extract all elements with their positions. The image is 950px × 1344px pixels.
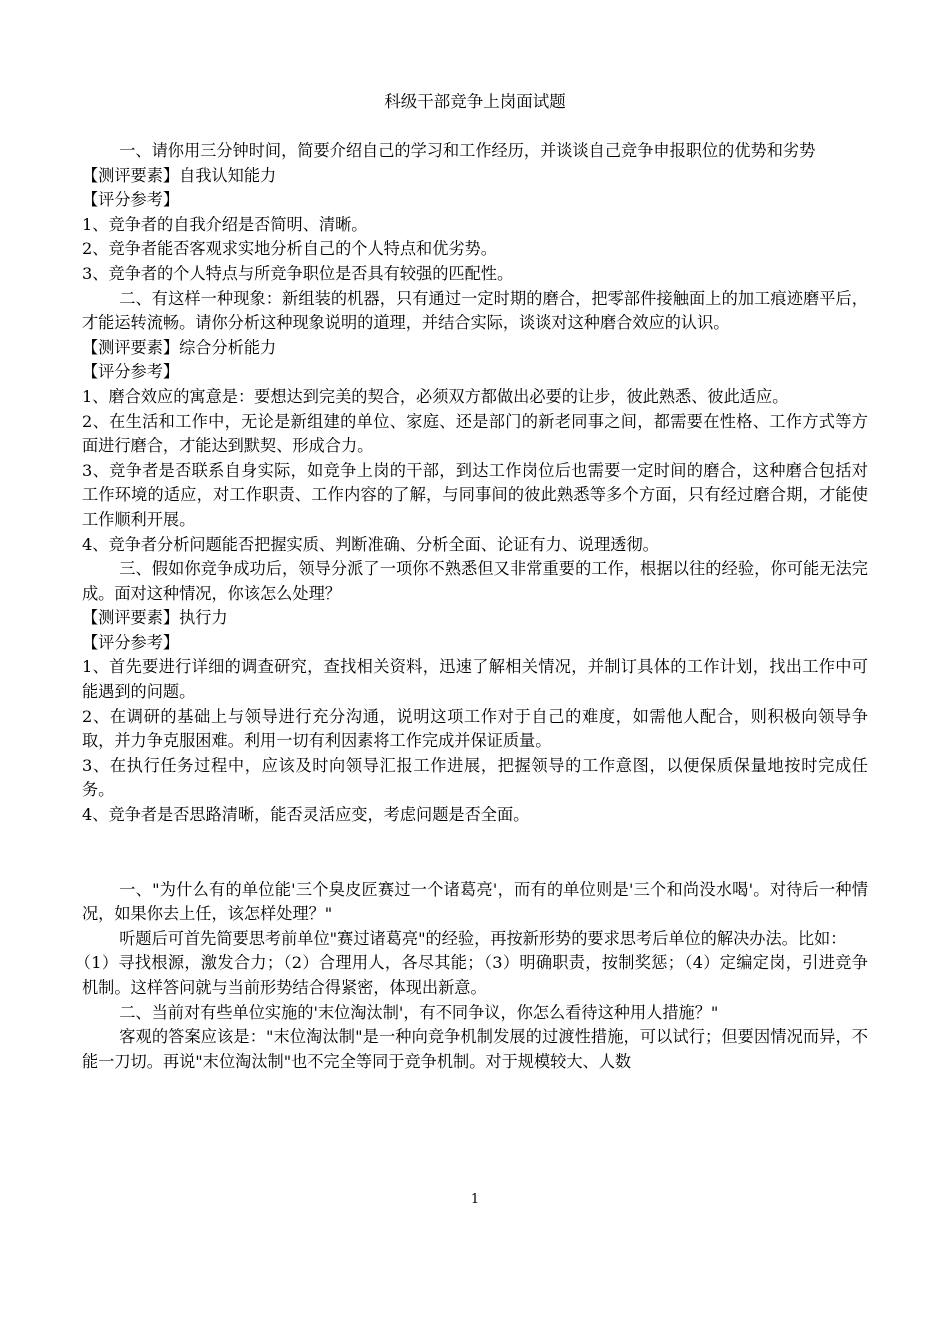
scoring-item: 2、在生活和工作中，无论是新组建的单位、家庭、还是部门的新老同事之间，都需要在性格、工作方式等方面进行磨合，才能达到默契、形成合力。 (82, 411, 868, 456)
question-paragraph: 一、"为什么有的单位能'三个臭皮匠赛过一个诸葛亮'，而有的单位则是'三个和尚没水喝'。对待后一种情况，如果你去上任，该怎样处理？" (82, 879, 868, 924)
answer-list: （1）寻找根源，激发合力；（2）合理用人，各尽其能；（3）明确职责，按制奖惩；（4）定编定岗，引进竞争机制。这样答问就与当前形势结合得紧密，体现出新意。 (74, 953, 868, 997)
scoring-item: 4、竞争者分析问题能否把握实质、判断准确、分析全面、论证有力、说理透彻。 (82, 534, 659, 554)
evaluation-element: 【测评要素】综合分析能力 (82, 337, 277, 357)
scoring-reference-heading: 【评分参考】 (82, 362, 180, 382)
scoring-reference-heading: 【评分参考】 (82, 632, 180, 652)
answer-paragraph: 客观的答案应该是："末位淘汰制"是一种向竞争机制发展的过渡性措施，可以试行；但要因情况而异，不能一刀切。再说"末位淘汰制"也不完全等同于竞争机制。对于规模较大、人数 (82, 1027, 868, 1071)
question-paragraph: 二、当前对有些单位实施的'末位淘汰制'，有不同争议，你怎么看待这种用人措施？" (119, 1002, 719, 1022)
question-3: 三、假如你竞争成功后，领导分派了一项你不熟悉但又非常重要的工作，根据以往的经验，你可能无法完成。面对这种情况，你该怎么处理？ (82, 559, 868, 603)
question-2: 二、有这样一种现象：新组装的机器，只有通过一定时期的磨合，把零部件接触面上的加工痕迹磨平后，才能运转流畅。请你分析这种现象说明的道理，并结合实际，谈谈对这种磨合效应的认识。 (82, 288, 868, 333)
answer-paragraph: 听题后可首先简要思考前单位"赛过诸葛亮"的经验，再按新形势的要求思考后单位的解决办法。比如： (119, 928, 847, 948)
scoring-item: 2、在调研的基础上与领导进行充分沟通，说明这项工作对于自己的难度，如需他人配合，则积极向领导争取，并力争克服困难。利用一切有利因素将工作完成并保证质量。 (82, 706, 868, 751)
page-title: 科级干部竞争上岗面试题 (384, 92, 566, 111)
scoring-item: 4、竞争者是否思路清晰，能否灵活应变，考虑问题是否全面。 (82, 805, 530, 825)
page-number: 1 (470, 1192, 480, 1207)
evaluation-element: 【测评要素】执行力 (82, 608, 228, 628)
scoring-item: 3、竞争者是否联系自身实际，如竞争上岗的干部，到达工作岗位后也需要一定时间的磨合，这种磨合包括对工作环境的适应，对工作职责、工作内容的了解，与同事间的彼此熟悉等多个方面，只有经过磨合期，才能使工作顺利开展。 (82, 460, 868, 529)
scoring-item: 1、首先要进行详细的调查研究，查找相关资料，迅速了解相关情况，并制订具体的工作计划，找出工作中可能遇到的问题。 (82, 657, 868, 702)
scoring-item: 3、竞争者的个人特点与所竞争职位是否具有较强的匹配性。 (82, 263, 514, 283)
document-body (74, 139, 868, 1074)
scoring-item: 1、竞争者的自我介绍是否简明、清晰。 (82, 214, 368, 234)
scoring-item: 3、在执行任务过程中，应该及时向领导汇报工作进展，把握领导的工作意图，以便保质保量地按时完成任务。 (82, 755, 868, 800)
scoring-item: 2、竞争者能否客观求实地分析自己的个人特点和优劣势。 (82, 239, 497, 259)
evaluation-element: 【测评要素】自我认知能力 (82, 165, 277, 185)
section-gap (82, 828, 868, 878)
question-1: 一、请你用三分钟时间，简要介绍自己的学习和工作经历，并谈谈自己竞争申报职位的优势和劣势 (119, 141, 816, 160)
scoring-item: 1、磨合效应的寓意是：要想达到完美的契合，必须双方都做出必要的让步，彼此熟悉、彼此适应。 (82, 386, 789, 406)
scoring-reference-heading: 【评分参考】 (82, 190, 180, 210)
